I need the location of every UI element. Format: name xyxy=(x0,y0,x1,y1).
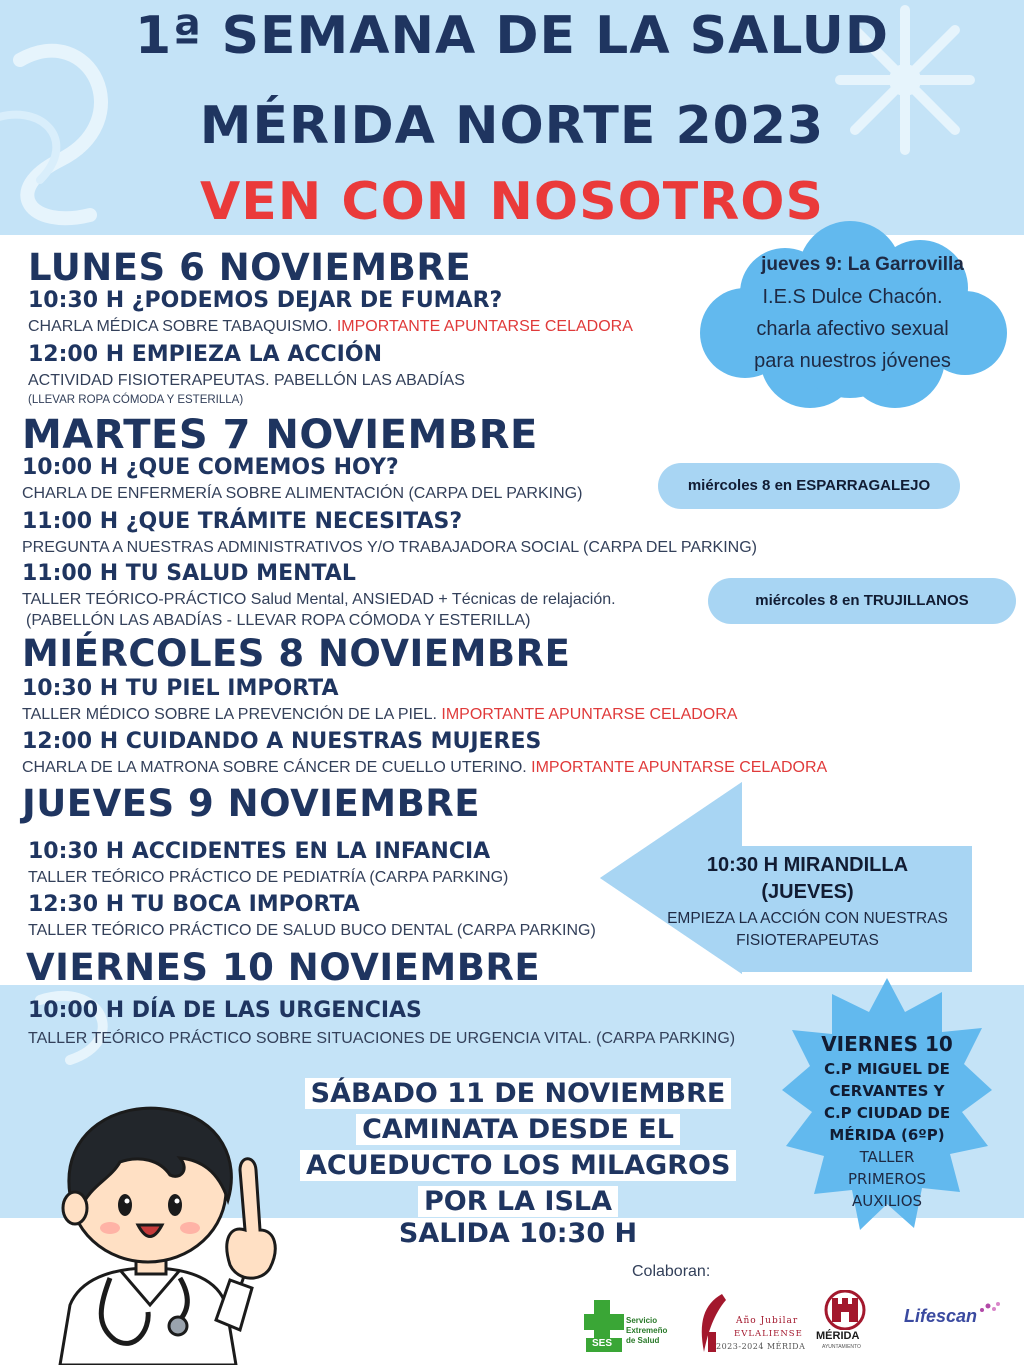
cloud-line1: jueves 9: La Garrovilla xyxy=(761,254,964,275)
event-title: 12:00 H CUIDANDO A NUESTRAS MUJERES xyxy=(22,729,542,754)
event-note: IMPORTANTE APUNTARSE CELADORA xyxy=(336,318,633,335)
day-title-monday: LUNES 6 NOVIEMBRE xyxy=(28,246,472,289)
event-title: 11:00 H ¿QUE TRÁMITE NECESITAS? xyxy=(22,509,463,534)
star-line5: MÉRIDA (6ºP) xyxy=(829,1126,945,1144)
star-line1: VIERNES 10 xyxy=(821,1032,953,1056)
event-title: 10:00 H ¿QUE COMEMOS HOY? xyxy=(22,455,399,480)
star-line3: CERVANTES Y xyxy=(829,1082,945,1100)
lifescan-logo: Lifescan xyxy=(904,1306,978,1326)
event-note: IMPORTANTE APUNTARSE CELADORA xyxy=(441,706,738,723)
event-title: 12:30 H TU BOCA IMPORTA xyxy=(28,892,360,917)
event-note: IMPORTANTE APUNTARSE CELADORA xyxy=(531,759,828,776)
ses-logo-abbr: SES xyxy=(592,1338,613,1349)
event-title: 10:30 H TU PIEL IMPORTA xyxy=(22,676,339,701)
ses-logo-name1: Servicio xyxy=(626,1316,658,1325)
event-description: TALLER MÉDICO SOBRE LA PREVENCIÓN DE LA PIEL. IMPORTANTE APUNTARSE CELADORA xyxy=(22,706,738,723)
event-description: CHARLA DE LA MATRONA SOBRE CÁNCER DE CUELLO UTERINO. IMPORTANTE APUNTARSE CELADORA xyxy=(22,759,828,776)
saturday-line4: POR LA ISLA xyxy=(300,1186,736,1217)
cloud-line4: para nuestros jóvenes xyxy=(754,350,951,372)
event-title: 10:30 H ACCIDENTES EN LA INFANCIA xyxy=(28,839,491,864)
event-description: CHARLA DE ENFERMERÍA SOBRE ALIMENTACIÓN (CARPA DEL PARKING) xyxy=(22,485,583,502)
event-description: ACTIVIDAD FISIOTERAPEUTAS. PABELLÓN LAS ABADÍAS xyxy=(28,372,465,389)
header-title-line2: MÉRIDA NORTE 2023 xyxy=(199,96,825,156)
event-description: TALLER TEÓRICO-PRÁCTICO Salud Mental, ANSIEDAD + Técnicas de relajación. xyxy=(22,591,616,608)
day-title-thursday: JUEVES 9 NOVIEMBRE xyxy=(22,782,481,825)
saturday-line2: CAMINATA DESDE EL xyxy=(300,1114,736,1145)
event-description: TALLER TEÓRICO PRÁCTICO DE PEDIATRÍA (CARPA PARKING) xyxy=(28,869,509,886)
cloud-line3: charla afectivo sexual xyxy=(756,318,949,340)
arrow-line4: FISIOTERAPEUTAS xyxy=(736,932,879,949)
cloud-line2: I.E.S Dulce Chacón. xyxy=(762,286,943,308)
saturday-line1: SÁBADO 11 DE NOVIEMBRE xyxy=(300,1078,736,1109)
event-description: (PABELLÓN LAS ABADÍAS - LLEVAR ROPA CÓMODA Y ESTERILLA) xyxy=(26,612,531,629)
event-description: TALLER TEÓRICO PRÁCTICO DE SALUD BUCO DENTAL (CARPA PARKING) xyxy=(28,922,596,939)
merida-crest-icon xyxy=(822,1290,868,1330)
event-note-small: (LLEVAR ROPA CÓMODA Y ESTERILLA) xyxy=(28,394,244,406)
event-title: 12:00 H EMPIEZA LA ACCIÓN xyxy=(28,342,382,367)
event-description: CHARLA MÉDICA SOBRE TABAQUISMO. IMPORTANTE APUNTARSE CELADORA xyxy=(28,318,633,335)
header-title-line1: 1ª SEMANA DE LA SALUD xyxy=(134,6,890,66)
day-title-wednesday: MIÉRCOLES 8 NOVIEMBRE xyxy=(22,632,571,675)
pill-esparragalejo: miércoles 8 en ESPARRAGALEJO xyxy=(658,463,960,509)
star-line6: TALLER xyxy=(859,1148,915,1166)
arrow-line3: EMPIEZA LA ACCIÓN CON NUESTRAS xyxy=(667,910,948,927)
saturday-line3: ACUEDUCTO LOS MILAGROS xyxy=(300,1150,736,1181)
colaboran-label: Colaboran: xyxy=(632,1263,711,1280)
jubilar-logo-line2: EVLALIENSE xyxy=(734,1329,803,1339)
arrow-line1: 10:30 H MIRANDILLA xyxy=(706,854,909,876)
day-title-tuesday: MARTES 7 NOVIEMBRE xyxy=(22,412,538,458)
jubilar-logo-line3: 2023-2024 MÉRIDA xyxy=(716,1342,806,1351)
day-title-friday: VIERNES 10 NOVIEMBRE xyxy=(26,946,541,989)
star-line7: PRIMEROS xyxy=(847,1170,927,1188)
lifescan-dots-icon xyxy=(978,1300,1002,1316)
header-title-line3: VEN CON NOSOTROS xyxy=(200,172,824,232)
event-title: 10:00 H DÍA DE LAS URGENCIAS xyxy=(28,998,422,1023)
event-title: 10:30 H ¿PODEMOS DEJAR DE FUMAR? xyxy=(28,288,503,313)
star-line2: C.P MIGUEL DE xyxy=(824,1060,950,1078)
event-description: PREGUNTA A NUESTRAS ADMINISTRATIVOS Y/O TRABAJADORA SOCIAL (CARPA DEL PARKING) xyxy=(22,539,757,556)
ses-logo-name2: Extremeño xyxy=(626,1326,668,1335)
pill-trujillanos: miércoles 8 en TRUJILLANOS xyxy=(708,578,1016,624)
arrow-line2: (JUEVES) xyxy=(761,881,854,903)
merida-logo-text: MÉRIDA xyxy=(816,1330,860,1342)
event-description: TALLER TEÓRICO PRÁCTICO SOBRE SITUACIONES DE URGENCIA VITAL. (CARPA PARKING) xyxy=(28,1030,736,1047)
saturday-line5: SALIDA 10:30 H xyxy=(300,1218,736,1249)
nurse-illustration-icon xyxy=(40,1090,290,1365)
ses-logo-name3: de Salud xyxy=(626,1336,660,1345)
merida-logo-sub: AYUNTAMIENTO xyxy=(822,1344,861,1350)
event-title: 11:00 H TU SALUD MENTAL xyxy=(22,561,356,586)
jubilar-logo-line1: Año Jubilar xyxy=(736,1316,799,1326)
star-line8: AUXILIOS xyxy=(851,1192,923,1210)
star-line4: C.P CIUDAD DE xyxy=(823,1104,951,1122)
